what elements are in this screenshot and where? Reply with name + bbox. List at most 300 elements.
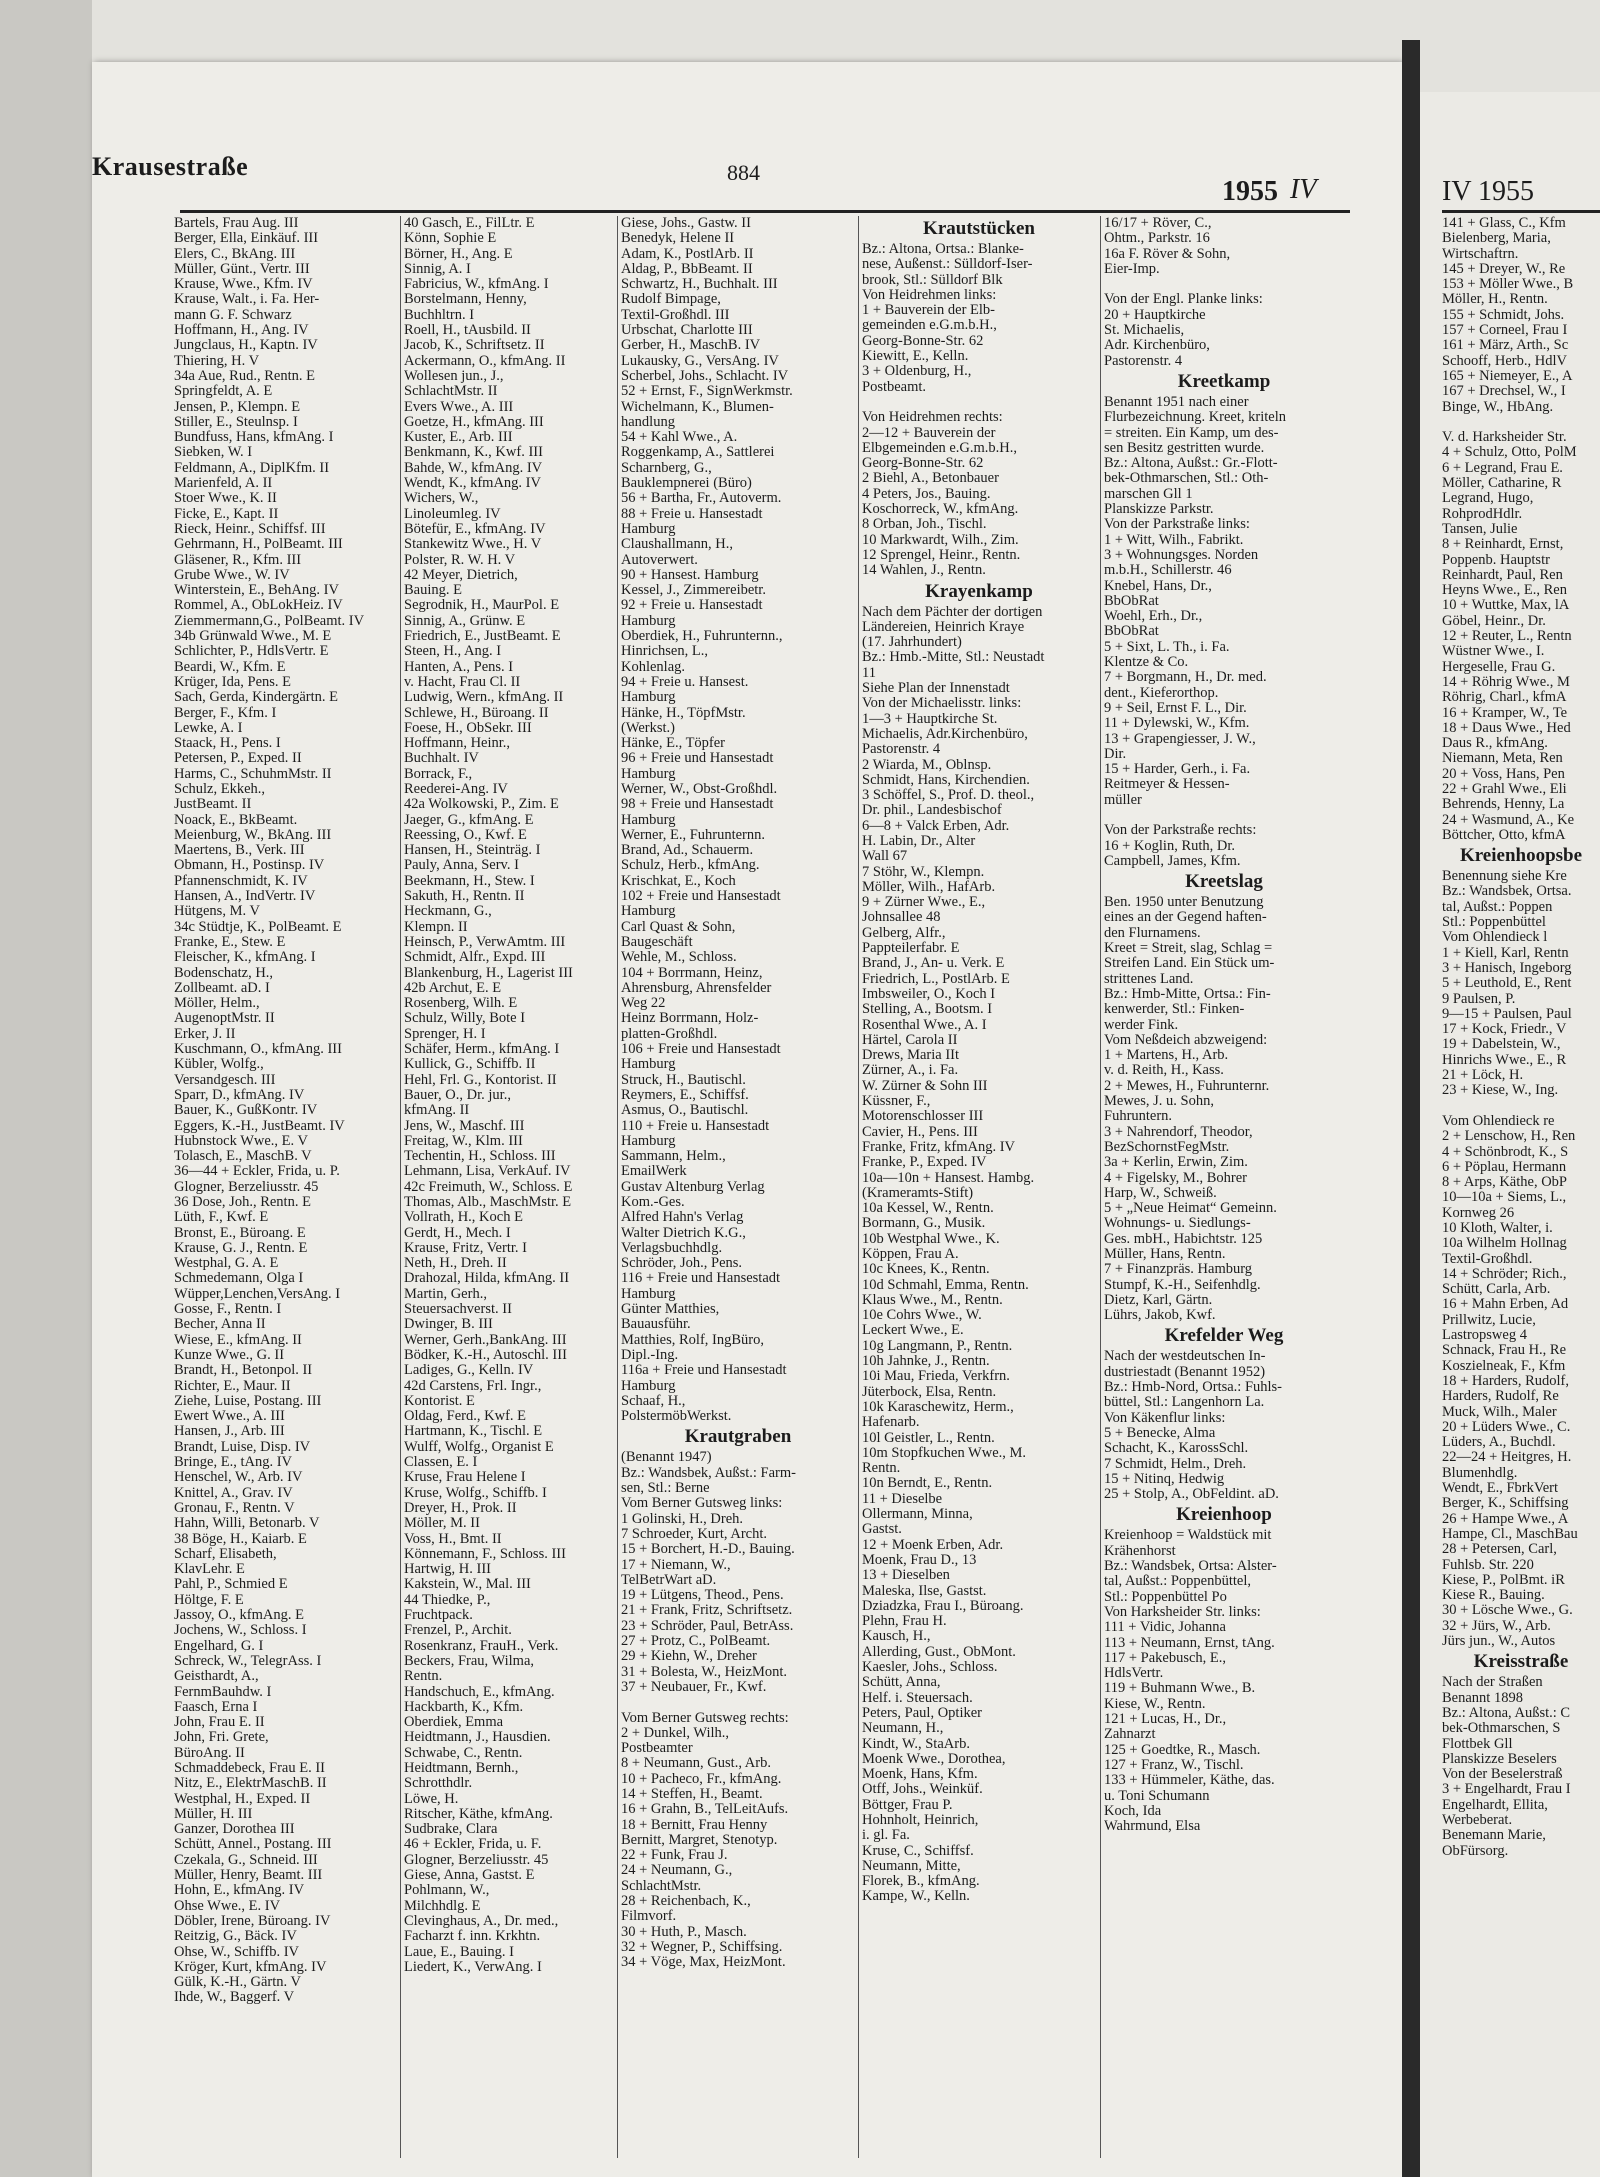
directory-entry: 46 + Eckler, Frida, u. F. — [404, 1837, 542, 1853]
directory-entry: Härtel, Carola II — [862, 1032, 958, 1048]
directory-entry: Alfred Hahn's Verlag — [621, 1210, 744, 1226]
directory-entry: Czekala, G., Schneid. III — [174, 1852, 318, 1868]
directory-entry: 1—3 + Hauptkirche St. — [862, 711, 998, 727]
directory-entry: 42c Freimuth, W., Schloss. E — [404, 1179, 573, 1195]
directory-entry: Schulz, Ekkeh., — [174, 781, 266, 797]
directory-entry: BbObRat — [1104, 593, 1159, 609]
directory-entry: Mewes, J. u. Sohn, — [1104, 1094, 1214, 1110]
directory-entry: Petersen, P., Exped. II — [174, 751, 302, 767]
directory-entry: 10a Wilhelm Hollnag — [1442, 1236, 1567, 1252]
directory-entry: 27 + Protz, C., PolBeamt. — [621, 1634, 771, 1650]
directory-entry: Ahrensburg, Ahrensfelder — [621, 980, 772, 996]
directory-entry: BezSchornstFegMstr. — [1104, 1139, 1230, 1155]
directory-entry: Fleischer, K., kfmAng. I — [174, 950, 316, 966]
directory-entry: Noack, E., BkBeamt. — [174, 812, 298, 828]
directory-entry — [1442, 415, 1600, 430]
directory-entry: Neth, H., Dreh. II — [404, 1256, 507, 1272]
directory-entry: Vollrath, H., Koch E — [404, 1210, 523, 1226]
directory-entry: 2—12 + Bauverein der — [862, 425, 996, 441]
directory-entry: Sach, Gerda, Kindergärtn. E — [174, 690, 339, 706]
directory-entry: Böttger, Frau P. — [862, 1797, 953, 1813]
directory-entry: Wollesen jun., J., — [404, 368, 504, 384]
directory-entry: Wahrmund, Elsa — [1104, 1819, 1201, 1835]
directory-entry: Springfeldt, A. E — [174, 384, 273, 400]
directory-entry: Hinrichsen, L., — [621, 644, 708, 660]
directory-entry: u. Toni Schumann — [1104, 1788, 1210, 1804]
directory-entry: Lastropsweg 4 — [1442, 1328, 1527, 1344]
directory-entry: 17 + Kock, Friedr., V — [1442, 1022, 1567, 1038]
directory-entry: 111 + Vidic, Johanna — [1104, 1620, 1226, 1636]
directory-entry: Drahozal, Hilda, kfmAng. II — [404, 1271, 570, 1287]
directory-entry: Gerdt, H., Mech. I — [404, 1225, 511, 1241]
directory-entry: 22 + Grahl Wwe., Eli — [1442, 781, 1567, 797]
directory-entry: Niemann, Meta, Ren — [1442, 751, 1563, 767]
directory-entry: Friedrich, L., PostlArb. E — [862, 971, 1010, 987]
directory-entry: Meienburg, W., BkAng. III — [174, 827, 332, 843]
directory-entry: Rudolf Bimpage, — [621, 292, 721, 308]
directory-entry: Günter Matthies, — [621, 1302, 720, 1318]
directory-entry: bek-Othmarschen, S — [1442, 1721, 1561, 1737]
page-year: 1955 — [1222, 176, 1278, 207]
directory-entry: 44 Thiedke, P., — [404, 1592, 491, 1608]
directory-entry: 20 + Lüders Wwe., C. — [1442, 1419, 1571, 1435]
directory-entry: Bödker, K.-H., Autoschl. III — [404, 1347, 567, 1363]
directory-entry: Hamburg — [621, 690, 676, 706]
directory-entry: Franke, Fritz, kfmAng. IV — [862, 1139, 1016, 1155]
directory-entry — [862, 395, 1096, 410]
directory-entry: Oldag, Ferd., Kwf. E — [404, 1409, 527, 1425]
directory-entry: Roggenkamp, A., Sattlerei — [621, 445, 775, 461]
directory-entry: i. gl. Fa. — [862, 1828, 910, 1844]
directory-entry: Gülk, K.-H., Gärtn. V — [174, 1975, 301, 1991]
directory-entry: Geisthardt, A., — [174, 1669, 259, 1685]
directory-entry: Dr. phil., Landesbischof — [862, 803, 1002, 819]
directory-entry: Reinhardt, Paul, Ren — [1442, 567, 1563, 583]
directory-entry: 10a—10n + Hansest. Hambg. — [862, 1170, 1035, 1186]
directory-entry: Bielenberg, Maria, — [1442, 231, 1551, 247]
directory-entry: 7 Schroeder, Kurt, Archt. — [621, 1526, 767, 1542]
directory-entry: 7 Schmidt, Helm., Dreh. — [1104, 1456, 1247, 1472]
directory-entry: 94 + Freie u. Hansest. — [621, 674, 749, 690]
directory-entry: Engelhardt, Ellita, — [1442, 1797, 1548, 1813]
directory-entry: 3 Schöffel, S., Prof. D. theol., — [862, 788, 1035, 804]
directory-entry: 4 + Schönbrodt, K., S — [1442, 1144, 1569, 1160]
directory-entry: H. Labin, Dr., Alter — [862, 833, 976, 849]
directory-entry: Bauer, K., GußKontr. IV — [174, 1103, 318, 1119]
column-divider — [1100, 216, 1101, 2158]
directory-entry: Hubnstock Wwe., E. V — [174, 1133, 308, 1149]
directory-entry: Wendt, K., kfmAng. IV — [404, 476, 541, 492]
directory-entry: 28 + Reichenbach, K., — [621, 1894, 751, 1910]
directory-entry: sen Besitz gestritten wurde. — [1104, 440, 1265, 456]
directory-entry: Jochens, W., Schloss. I — [174, 1623, 307, 1639]
directory-entry: Laue, E., Bauing. I — [404, 1944, 514, 1960]
directory-entry: W. Zürner & Sohn III — [862, 1078, 988, 1094]
directory-entry: Hohnholt, Heinrich, — [862, 1812, 979, 1828]
directory-entry: Rommel, A., ObLokHeiz. IV — [174, 598, 343, 614]
directory-entry: Gehrmann, H., PolBeamt. III — [174, 537, 343, 553]
directory-entry: Dziadzka, Frau I., Büroang. — [862, 1598, 1024, 1614]
directory-entry: Richter, E., Maur. II — [174, 1378, 291, 1394]
directory-entry: strittenes Land. — [1104, 971, 1194, 987]
directory-entry: Koszielneak, F., Kfm — [1442, 1358, 1566, 1374]
directory-entry: Bauer, O., Dr. jur., — [404, 1087, 511, 1103]
directory-entry: Bz.: Wandsbek, Außst.: Farm- — [621, 1465, 796, 1481]
directory-entry: Klaus Wwe., M., Rentn. — [862, 1292, 1003, 1308]
directory-entry: Harp, W., Schweiß. — [1104, 1185, 1217, 1201]
directory-entry: 52 + Ernst, F., SignWerkmstr. — [621, 384, 793, 400]
directory-entry: 8 + Arps, Käthe, ObP — [1442, 1175, 1567, 1191]
directory-entry: 9 Paulsen, P. — [1442, 991, 1516, 1007]
directory-entry: 161 + März, Arth., Sc — [1442, 338, 1569, 354]
directory-entry: Filmvorf. — [621, 1909, 677, 1925]
directory-entry: Krischkat, E., Koch — [621, 873, 736, 889]
section-heading: Krautstücken — [923, 218, 1035, 239]
directory-entry: Postbeamt. — [862, 379, 927, 395]
directory-entry: 10 + Wuttke, Max, lA — [1442, 598, 1570, 614]
directory-entry: Hamburg — [621, 613, 676, 629]
directory-entry: Segrodnik, H., MaurPol. E — [404, 598, 560, 614]
directory-entry: 145 + Dreyer, W., Re — [1442, 261, 1566, 277]
directory-entry: 16a F. Röver & Sohn, — [1104, 246, 1231, 262]
directory-entry: büttel, Stl.: Langenhorn La. — [1104, 1395, 1265, 1411]
directory-entry: Blankenburg, H., Lagerist III — [404, 965, 573, 981]
directory-entry: 10m Stopfkuchen Wwe., M. — [862, 1445, 1027, 1461]
directory-entry: Claushallmann, H., — [621, 537, 733, 553]
directory-entry: 133 + Hümmeler, Käthe, das. — [1104, 1773, 1275, 1789]
directory-entry: 7 + Finanzpräs. Hamburg — [1104, 1262, 1253, 1278]
directory-entry: Dwinger, B. III — [404, 1317, 493, 1333]
directory-entry: 36—44 + Eckler, Frida, u. P. — [174, 1164, 340, 1180]
directory-entry: platten-Großhdl. — [621, 1026, 718, 1042]
directory-entry: Stumpf, K.-H., Seifenhdlg. — [1104, 1277, 1261, 1293]
directory-entry: 10c Knees, K., Rentn. — [862, 1262, 990, 1278]
directory-entry: Wiese, E., kfmAng. II — [174, 1332, 302, 1348]
directory-entry: Ritscher, Käthe, kfmAng. — [404, 1806, 553, 1822]
directory-entry: 15 + Harder, Gerh., i. Fa. — [1104, 762, 1251, 778]
directory-entry: Becher, Anna II — [174, 1317, 266, 1333]
directory-entry: Harms, C., SchuhmMstr. II — [174, 766, 332, 782]
directory-entry: 9—15 + Paulsen, Paul — [1442, 1006, 1572, 1022]
directory-entry: 106 + Freie und Hansestadt — [621, 1042, 781, 1058]
directory-entry: 16 + Grahn, B., TelLeitAufs. — [621, 1802, 789, 1818]
directory-entry: Hoffmann, H., Ang. IV — [174, 323, 309, 339]
directory-entry: Steen, H., Ang. I — [404, 644, 502, 660]
directory-entry: Hafenarb. — [862, 1415, 920, 1431]
directory-entry: Schacht, K., KarossSchl. — [1104, 1441, 1249, 1457]
directory-entry: Hohn, E., kfmAng. IV — [174, 1883, 305, 1899]
directory-entry: 153 + Möller Wwe., B — [1442, 277, 1574, 293]
directory-entry: Kausch, H., — [862, 1629, 931, 1645]
directory-entry: Pfannenschmidt, K. IV — [174, 873, 308, 889]
directory-entry: Wirtschaftrn. — [1442, 246, 1519, 262]
directory-entry: Jungclaus, H., Kaptn. IV — [174, 338, 318, 354]
directory-entry: Ben. 1950 unter Benutzung — [1104, 895, 1264, 911]
directory-entry: 16/17 + Röver, C., — [1104, 216, 1212, 231]
directory-entry: Hartwig, H. III — [404, 1562, 491, 1578]
directory-entry: Ohse Wwe., E. IV — [174, 1898, 281, 1914]
directory-column-4 — [862, 216, 1096, 1905]
directory-entry: tal, Außst.: Poppenbüttel, — [1104, 1574, 1252, 1590]
directory-entry: Prillwitz, Lucie, — [1442, 1312, 1536, 1328]
directory-entry: Hamburg — [621, 1133, 676, 1149]
directory-entry: 3 + Nahrendorf, Theodor, — [1104, 1124, 1253, 1140]
directory-entry: Martin, Gerh., — [404, 1286, 487, 1302]
directory-entry: Poppenb. Hauptstr — [1442, 552, 1550, 568]
directory-entry: 127 + Franz, W., Tischl. — [1104, 1757, 1244, 1773]
directory-entry: 90 + Hansest. Hamburg — [621, 567, 759, 583]
directory-entry: Kruse, C., Schiffsf. — [862, 1843, 974, 1859]
directory-entry: Beckers, Frau, Wilma, — [404, 1653, 535, 1669]
directory-entry: Wichelmann, K., Blumen- — [621, 399, 774, 415]
directory-entry: Hänke, H., TöpfMstr. — [621, 705, 746, 721]
directory-entry: den Flurnamens. — [1104, 925, 1201, 941]
directory-entry: Ohtm., Parkstr. 16 — [1104, 231, 1210, 247]
directory-entry: Kakstein, W., Mal. III — [404, 1577, 531, 1593]
directory-entry: Rieck, Heinr., Schiffsf. III — [174, 521, 326, 537]
directory-entry: Neumann, Mitte, — [862, 1858, 961, 1874]
directory-entry: Otff, Johs., Weinküf. — [862, 1782, 983, 1798]
directory-entry: Gläsener, R., Kfm. III — [174, 552, 302, 568]
directory-entry: Textil-Großhdl. — [1442, 1251, 1533, 1267]
directory-entry: (17. Jahrhundert) — [862, 635, 962, 651]
directory-entry: 5 + Sixt, L. Th., i. Fa. — [1104, 639, 1230, 655]
directory-entry: Reymers, E., Schiffsf. — [621, 1087, 749, 1103]
directory-entry: Könnemann, F., Schloss. III — [404, 1546, 566, 1562]
directory-entry: Kreienhoop = Waldstück mit — [1104, 1528, 1272, 1544]
directory-entry: Schlewe, H., Büroang. II — [404, 705, 549, 721]
directory-entry: Könn, Sophie E — [404, 231, 497, 247]
directory-entry: 3a + Kerlin, Erwin, Zim. — [1104, 1155, 1248, 1171]
section-heading: Kreetslag — [1185, 871, 1263, 893]
directory-entry: 22 + Funk, Frau J. — [621, 1848, 728, 1864]
directory-entry: handlung — [621, 414, 675, 430]
directory-entry: 3 + Oldenburg, H., — [862, 364, 972, 380]
directory-entry: St. Michaelis, — [1104, 323, 1185, 339]
directory-entry: (Krameramts-Stift) — [862, 1185, 974, 1201]
directory-entry: Gerber, H., MaschB. IV — [621, 338, 761, 354]
directory-entry: Möller, M. II — [404, 1516, 480, 1532]
section-heading: Kreisstraße — [1473, 1651, 1569, 1673]
directory-entry: KlavLehr. E — [174, 1562, 245, 1578]
directory-entry: Wüstner Wwe., I. — [1442, 644, 1545, 660]
directory-entry: Kornweg 26 — [1442, 1205, 1515, 1221]
directory-entry: Gosse, F., Rentn. I — [174, 1302, 282, 1318]
directory-entry: Wulff, Wolfg., Organist E — [404, 1439, 554, 1455]
directory-entry: Schmidt, Alfr., Expd. III — [404, 950, 546, 966]
directory-entry: v. d. Reith, H., Kass. — [1104, 1063, 1224, 1079]
directory-entry: Moenk, Frau D., 13 — [862, 1552, 977, 1568]
directory-entry: Möller, Catharine, R — [1442, 476, 1562, 492]
directory-entry: Helf. i. Steuersach. — [862, 1690, 973, 1706]
directory-entry: 10n Berndt, E., Rentn. — [862, 1476, 993, 1492]
directory-entry: Kröger, Kurt, kfmAng. IV — [174, 1959, 327, 1975]
directory-entry: = streiten. Ein Kamp, um des- — [1104, 425, 1279, 441]
directory-entry: Hampe, Cl., MaschBau — [1442, 1526, 1578, 1542]
directory-entry: 10—10a + Siems, L., — [1442, 1190, 1567, 1206]
directory-entry: Kohlenlag. — [621, 659, 686, 675]
directory-entry: 7 Stöhr, W., Klempn. — [862, 864, 985, 880]
directory-entry: Wüpper,Lenchen,VersAng. I — [174, 1286, 341, 1302]
directory-entry: 125 + Goedtke, R., Masch. — [1104, 1742, 1261, 1758]
directory-entry: Oberdiek, H., Fuhrunternn., — [621, 629, 783, 645]
directory-entry: Stl.: Poppenbüttel Po — [1104, 1589, 1227, 1605]
directory-entry: Giese, Johs., Gastw. II — [621, 216, 751, 231]
directory-entry: Hütgens, M. V — [174, 904, 260, 920]
directory-entry: 10 Markwardt, Wilh., Zim. — [862, 532, 1019, 548]
directory-entry: Rentn. — [404, 1669, 443, 1685]
directory-entry: Kruse, Wolfg., Schiffb. I — [404, 1485, 547, 1501]
directory-entry: Ladiges, G., Kelln. IV — [404, 1363, 534, 1379]
directory-entry: Nach der westdeutschen In- — [1104, 1349, 1266, 1365]
directory-entry: Ewert Wwe., A. III — [174, 1409, 285, 1425]
directory-entry: sen, Stl.: Berne — [621, 1481, 710, 1497]
directory-entry: Kindt, W., StaArb. — [862, 1736, 970, 1752]
directory-entry: Schnack, Frau H., Re — [1442, 1343, 1567, 1359]
directory-entry: Hanten, A., Pens. I — [404, 659, 514, 675]
directory-entry: Campbell, James, Kfm. — [1104, 853, 1241, 869]
directory-entry: Borstelmann, Henny, — [404, 292, 527, 308]
directory-entry: Maleska, Ilse, Gastst. — [862, 1583, 987, 1599]
directory-entry: Kiewitt, E., Kelln. — [862, 349, 969, 365]
directory-entry: Kuster, E., Arb. III — [404, 430, 513, 446]
directory-entry: Streifen Land. Ein Stück um- — [1104, 956, 1275, 972]
directory-entry: Knittel, A., Grav. IV — [174, 1485, 293, 1501]
directory-entry: Franke, E., Stew. E — [174, 934, 286, 950]
directory-entry: Pappteilerfabr. E — [862, 941, 960, 957]
directory-entry: John, Fri. Grete, — [174, 1730, 269, 1746]
directory-entry: 16 + Kramper, W., Te — [1442, 705, 1568, 721]
directory-entry: Bz.: Altona, Außst.: Gr.-Flott- — [1104, 456, 1278, 472]
directory-entry: Allerding, Gust., ObMont. — [862, 1644, 1016, 1660]
directory-entry: Goetze, H., kfmAng. III — [404, 414, 544, 430]
directory-entry: Heidtmann, J., Hausdien. — [404, 1730, 551, 1746]
directory-entry: Stiller, E., Steulnsp. I — [174, 414, 298, 430]
directory-entry: 14 Wahlen, J., Rentn. — [862, 563, 986, 579]
directory-entry: 167 + Drechsel, W., I — [1442, 384, 1566, 400]
directory-entry: AugenoptMstr. II — [174, 1011, 275, 1027]
directory-entry: Schwabe, C., Rentn. — [404, 1745, 523, 1761]
directory-entry: Schulz, Herb., kfmAng. — [621, 858, 760, 874]
directory-entry: 2 + Dunkel, Wilh., — [621, 1725, 730, 1741]
directory-entry: Lehmann, Lisa, VerkAuf. IV — [404, 1164, 571, 1180]
directory-entry: 14 + Steffen, H., Beamt. — [621, 1786, 763, 1802]
directory-entry: Henschel, W., Arb. IV — [174, 1470, 303, 1486]
directory-entry: Benannt 1898 — [1442, 1690, 1523, 1706]
directory-entry: Bundfuss, Hans, kfmAng. I — [174, 430, 334, 446]
directory-entry: Thomas, Alb., MaschMstr. E — [404, 1195, 572, 1210]
directory-entry: Schlichter, P., HdlsVertr. E — [174, 644, 329, 660]
directory-entry: 5 + „Neue Heimat“ Gemeinn. — [1104, 1201, 1277, 1217]
directory-entry: PolstermöbWerkst. — [621, 1409, 732, 1425]
directory-entry: 29 + Kiehn, W., Dreher — [621, 1649, 757, 1665]
directory-entry: ObFürsorg. — [1442, 1843, 1509, 1859]
directory-entry: Adr. Kirchenbüro, — [1104, 338, 1210, 354]
right-header-rule — [1442, 210, 1600, 213]
directory-entry: Koch, Ida — [1104, 1803, 1162, 1819]
directory-entry: Gronau, F., Rentn. V — [174, 1500, 295, 1516]
directory-entry: 42d Carstens, Frl. Ingr., — [404, 1378, 542, 1394]
directory-entry: Michaelis, Adr.Kirchenbüro, — [862, 726, 1028, 742]
directory-entry: Kunze Wwe., G. II — [174, 1347, 285, 1363]
directory-entry: Zahnarzt — [1104, 1727, 1156, 1743]
directory-entry: Harders, Rudolf, Re — [1442, 1389, 1559, 1405]
directory-entry: 9 + Zürner Wwe., E., — [862, 895, 986, 911]
directory-entry: Schrotthdlr. — [404, 1776, 473, 1792]
directory-entry: Sinnig, A., Grünw. E — [404, 613, 526, 629]
directory-entry: Reessing, O., Kwf. E — [404, 827, 527, 843]
directory-entry: Sparr, D., kfmAng. IV — [174, 1087, 305, 1103]
directory-entry: Friedrich, E., JustBeamt. E — [404, 629, 561, 645]
directory-entry: 98 + Freie und Hansestadt — [621, 797, 774, 813]
directory-entry: Urbschat, Charlotte III — [621, 323, 753, 339]
directory-entry: 21 + Frank, Fritz, Schriftsetz. — [621, 1603, 793, 1619]
directory-entry: Schwartz, H., Buchhalt. III — [621, 277, 778, 293]
directory-entry: Hoffmann, Heinr., — [404, 736, 511, 752]
directory-entry: 34 + Vöge, Max, HeizMont. — [621, 1955, 786, 1971]
directory-entry: 25 + Stolp, A., ObFeldint. aD. — [1104, 1487, 1279, 1503]
directory-entry: Sinnig, A. I — [404, 261, 471, 277]
directory-entry: Facharzt f. inn. Krkhtn. — [404, 1929, 541, 1945]
directory-entry: Schmedemann, Olga I — [174, 1271, 304, 1287]
directory-entry: 1 + Witt, Wilh., Fabrikt. — [1104, 532, 1244, 548]
directory-entry: Cavier, H., Pens. III — [862, 1124, 978, 1140]
directory-entry: 12 + Reuter, L., Rentn — [1442, 629, 1572, 645]
directory-entry: Bernitt, Margret, Stenotyp. — [621, 1832, 778, 1848]
directory-entry: 10d Schmahl, Emma, Rentn. — [862, 1277, 1029, 1293]
directory-entry: Bartels, Frau Aug. III — [174, 216, 299, 231]
directory-entry: Pauly, Anna, Serv. I — [404, 858, 519, 874]
directory-entry: Rosenthal Wwe., A. I — [862, 1017, 987, 1033]
directory-entry: 56 + Bartha, Fr., Autoverm. — [621, 491, 782, 507]
directory-entry: Nach dem Pächter der dortigen — [862, 604, 1043, 620]
directory-entry: Ihde, W., Baggerf. V — [174, 1990, 295, 2006]
directory-entry: 2 + Lenschow, H., Ren — [1442, 1129, 1576, 1145]
directory-entry: Bz.: Altona, Außst.: C — [1442, 1705, 1571, 1721]
directory-entry: 4 + Figelsky, M., Bohrer — [1104, 1170, 1247, 1186]
directory-entry: Winterstein, E., BehAng. IV — [174, 583, 339, 599]
directory-entry: Kullick, G., Schiffb. II — [404, 1057, 536, 1073]
directory-entry: mann G. F. Schwarz — [174, 307, 292, 323]
directory-entry: Jens, W., Maschf. III — [404, 1118, 525, 1134]
directory-entry: Steuersachverst. II — [404, 1302, 512, 1318]
directory-entry: v. Hacht, Frau Cl. II — [404, 674, 521, 690]
directory-entry: Johnsallee 48 — [862, 910, 941, 926]
directory-entry: Hamburg — [621, 766, 676, 782]
directory-entry: Benedyk, Helene II — [621, 231, 735, 247]
directory-entry: Löwe, H. — [404, 1791, 459, 1807]
directory-entry: Hamburg — [621, 812, 676, 828]
directory-entry: Westphal, G. A. E — [174, 1256, 279, 1272]
directory-entry: Tolasch, E., MaschB. V — [174, 1149, 312, 1165]
directory-entry: Bauklempnerei (Büro) — [621, 476, 752, 492]
section-heading: Kreienhoop — [1176, 1504, 1272, 1526]
directory-entry: Berger, Ella, Einkäuf. III — [174, 231, 319, 247]
directory-entry: Hansen, A., IndVertr. IV — [174, 889, 316, 905]
directory-entry: TelBetrWart aD. — [621, 1572, 717, 1588]
directory-entry: Rosenkranz, FrauH., Verk. — [404, 1638, 559, 1654]
directory-entry: Göbel, Heinr., Dr. — [1442, 613, 1546, 629]
directory-entry: Vom Neßdeich abzweigend: — [1104, 1032, 1268, 1048]
directory-entry: kenwerder, Stl.: Finken- — [1104, 1002, 1245, 1018]
directory-entry: Neumann, H., — [862, 1721, 944, 1737]
directory-entry: Freitag, W., Klm. III — [404, 1133, 523, 1149]
directory-entry: 3 + Engelhardt, Frau I — [1442, 1782, 1571, 1798]
directory-entry: 113 + Neumann, Ernst, tAng. — [1104, 1635, 1275, 1651]
directory-entry: 32 + Jürs, W., Arb. — [1442, 1618, 1551, 1634]
directory-entry: Gastst. — [862, 1522, 902, 1538]
directory-entry: Drews, Maria IIt — [862, 1048, 960, 1064]
